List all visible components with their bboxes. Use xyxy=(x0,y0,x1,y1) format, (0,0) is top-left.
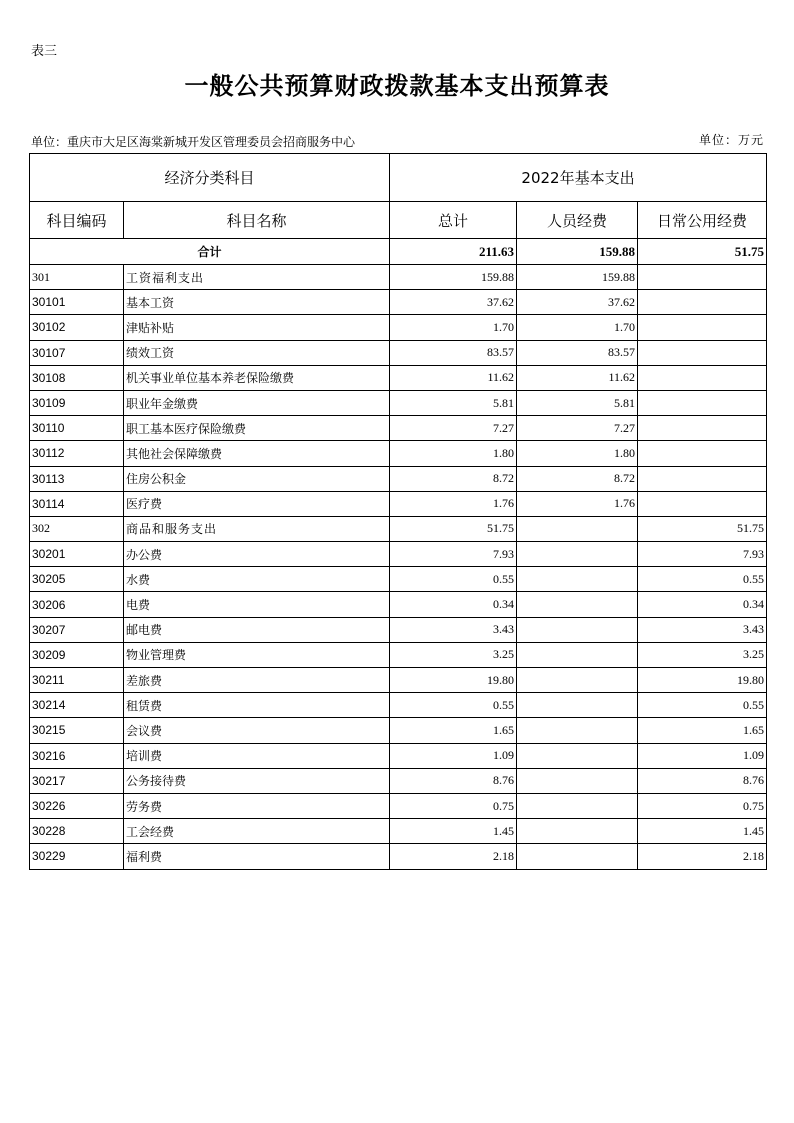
document-title: 一般公共预算财政拨款基本支出预算表 xyxy=(184,71,610,100)
row-name: 职工基本医疗保险缴费 xyxy=(124,416,390,441)
row-public xyxy=(638,441,767,466)
row-code: 30114 xyxy=(30,491,124,516)
total-amount: 211.63 xyxy=(390,239,517,265)
row-code: 30217 xyxy=(30,768,124,793)
row-total: 83.57 xyxy=(390,340,517,365)
row-personnel xyxy=(517,617,638,642)
currency-unit: 单位：万元 xyxy=(698,133,764,147)
row-total: 159.88 xyxy=(390,265,517,290)
table-row xyxy=(30,793,767,818)
row-total: 11.62 xyxy=(390,365,517,390)
row-personnel xyxy=(517,668,638,693)
row-total: 1.70 xyxy=(390,315,517,340)
table-row xyxy=(30,390,767,415)
row-public: 1.65 xyxy=(638,718,767,743)
column-header-public: 日常公用经费 xyxy=(638,202,767,239)
row-total: 0.55 xyxy=(390,567,517,592)
row-name: 差旅费 xyxy=(124,668,390,693)
table-row xyxy=(30,542,767,567)
row-personnel xyxy=(517,567,638,592)
row-total: 0.55 xyxy=(390,693,517,718)
row-code: 30228 xyxy=(30,819,124,844)
row-total: 7.93 xyxy=(390,542,517,567)
row-code: 30107 xyxy=(30,340,124,365)
row-total: 0.34 xyxy=(390,592,517,617)
row-name: 职业年金缴费 xyxy=(124,390,390,415)
row-personnel: 5.81 xyxy=(517,390,638,415)
row-public: 1.09 xyxy=(638,743,767,768)
row-personnel xyxy=(517,592,638,617)
category-row xyxy=(30,265,767,290)
row-code: 30109 xyxy=(30,390,124,415)
table-row xyxy=(30,642,767,667)
header-row-group xyxy=(30,154,767,202)
row-code: 30206 xyxy=(30,592,124,617)
row-code: 30214 xyxy=(30,693,124,718)
row-code: 302 xyxy=(30,516,124,541)
row-name: 水费 xyxy=(124,567,390,592)
row-public xyxy=(638,315,767,340)
row-total: 19.80 xyxy=(390,668,517,693)
row-name: 会议费 xyxy=(124,718,390,743)
table-row xyxy=(30,290,767,315)
row-personnel: 1.70 xyxy=(517,315,638,340)
row-total: 1.45 xyxy=(390,819,517,844)
row-code: 30216 xyxy=(30,743,124,768)
row-name: 工资福利支出 xyxy=(124,265,390,290)
row-public: 3.43 xyxy=(638,617,767,642)
row-name: 商品和服务支出 xyxy=(124,516,390,541)
row-code: 30112 xyxy=(30,441,124,466)
row-name: 住房公积金 xyxy=(124,466,390,491)
row-public: 51.75 xyxy=(638,516,767,541)
row-total: 1.09 xyxy=(390,743,517,768)
row-name: 公务接待费 xyxy=(124,768,390,793)
row-code: 30102 xyxy=(30,315,124,340)
row-name: 租赁费 xyxy=(124,693,390,718)
row-public: 0.55 xyxy=(638,567,767,592)
row-total: 8.76 xyxy=(390,768,517,793)
table-row xyxy=(30,416,767,441)
column-header-personnel: 人员经费 xyxy=(517,202,638,239)
row-public xyxy=(638,416,767,441)
table-row xyxy=(30,441,767,466)
row-code: 30226 xyxy=(30,793,124,818)
table-row xyxy=(30,668,767,693)
row-personnel: 159.88 xyxy=(517,265,638,290)
row-personnel xyxy=(517,743,638,768)
row-public xyxy=(638,290,767,315)
row-public xyxy=(638,265,767,290)
row-total: 1.80 xyxy=(390,441,517,466)
row-public: 0.75 xyxy=(638,793,767,818)
row-code: 30113 xyxy=(30,466,124,491)
row-total: 2.18 xyxy=(390,844,517,869)
row-personnel xyxy=(517,718,638,743)
row-public: 8.76 xyxy=(638,768,767,793)
row-code: 30110 xyxy=(30,416,124,441)
row-public xyxy=(638,390,767,415)
header-row-columns xyxy=(30,202,767,239)
row-personnel xyxy=(517,542,638,567)
row-name: 机关事业单位基本养老保险缴费 xyxy=(124,365,390,390)
table-row xyxy=(30,844,767,869)
category-row xyxy=(30,516,767,541)
total-label: 合计 xyxy=(30,239,390,265)
row-code: 30215 xyxy=(30,718,124,743)
table-row xyxy=(30,567,767,592)
row-code: 30205 xyxy=(30,567,124,592)
table-row xyxy=(30,315,767,340)
column-group-economic-classification: 经济分类科目 xyxy=(30,154,390,202)
total-row xyxy=(30,239,767,265)
row-code: 30201 xyxy=(30,542,124,567)
row-personnel: 83.57 xyxy=(517,340,638,365)
row-public xyxy=(638,340,767,365)
table-row xyxy=(30,466,767,491)
row-code: 30211 xyxy=(30,668,124,693)
row-name: 工会经费 xyxy=(124,819,390,844)
row-public: 3.25 xyxy=(638,642,767,667)
row-public: 0.55 xyxy=(638,693,767,718)
table-row xyxy=(30,693,767,718)
row-personnel: 1.76 xyxy=(517,491,638,516)
table-row xyxy=(30,365,767,390)
table-row xyxy=(30,768,767,793)
row-total: 37.62 xyxy=(390,290,517,315)
row-name: 电费 xyxy=(124,592,390,617)
row-public: 0.34 xyxy=(638,592,767,617)
row-name: 邮电费 xyxy=(124,617,390,642)
row-name: 基本工资 xyxy=(124,290,390,315)
table-row xyxy=(30,592,767,617)
organization-unit: 单位：重庆市大足区海棠新城开发区管理委员会招商服务中心 xyxy=(31,135,356,149)
row-personnel xyxy=(517,819,638,844)
row-total: 0.75 xyxy=(390,793,517,818)
row-personnel: 11.62 xyxy=(517,365,638,390)
row-total: 1.76 xyxy=(390,491,517,516)
row-code: 30108 xyxy=(30,365,124,390)
row-personnel xyxy=(517,793,638,818)
row-code: 30229 xyxy=(30,844,124,869)
row-name: 津贴补贴 xyxy=(124,315,390,340)
row-code: 301 xyxy=(30,265,124,290)
column-group-basic-expenditure: 2022年基本支出 xyxy=(390,154,767,202)
column-header-name: 科目名称 xyxy=(124,202,390,239)
row-name: 劳务费 xyxy=(124,793,390,818)
row-personnel: 37.62 xyxy=(517,290,638,315)
row-personnel xyxy=(517,516,638,541)
row-public: 7.93 xyxy=(638,542,767,567)
row-personnel: 1.80 xyxy=(517,441,638,466)
row-personnel xyxy=(517,642,638,667)
row-name: 培训费 xyxy=(124,743,390,768)
row-total: 5.81 xyxy=(390,390,517,415)
row-name: 办公费 xyxy=(124,542,390,567)
row-code: 30207 xyxy=(30,617,124,642)
column-header-total: 总计 xyxy=(390,202,517,239)
row-code: 30209 xyxy=(30,642,124,667)
table-row xyxy=(30,617,767,642)
total-public: 51.75 xyxy=(638,239,767,265)
row-total: 3.25 xyxy=(390,642,517,667)
row-total: 8.72 xyxy=(390,466,517,491)
row-personnel xyxy=(517,844,638,869)
row-personnel: 7.27 xyxy=(517,416,638,441)
row-personnel: 8.72 xyxy=(517,466,638,491)
table-number: 表三 xyxy=(31,44,58,59)
row-total: 7.27 xyxy=(390,416,517,441)
row-name: 绩效工资 xyxy=(124,340,390,365)
row-name: 医疗费 xyxy=(124,491,390,516)
row-total: 1.65 xyxy=(390,718,517,743)
row-code: 30101 xyxy=(30,290,124,315)
column-header-code: 科目编码 xyxy=(30,202,124,239)
table-row xyxy=(30,340,767,365)
row-public: 1.45 xyxy=(638,819,767,844)
row-personnel xyxy=(517,768,638,793)
row-public: 19.80 xyxy=(638,668,767,693)
table-row xyxy=(30,743,767,768)
row-name: 物业管理费 xyxy=(124,642,390,667)
row-total: 3.43 xyxy=(390,617,517,642)
row-public xyxy=(638,491,767,516)
row-name: 其他社会保障缴费 xyxy=(124,441,390,466)
row-public: 2.18 xyxy=(638,844,767,869)
row-name: 福利费 xyxy=(124,844,390,869)
table-row xyxy=(30,718,767,743)
budget-table xyxy=(29,153,767,870)
row-personnel xyxy=(517,693,638,718)
row-total: 51.75 xyxy=(390,516,517,541)
total-personnel: 159.88 xyxy=(517,239,638,265)
row-public xyxy=(638,466,767,491)
row-public xyxy=(638,365,767,390)
table-row xyxy=(30,491,767,516)
table-row xyxy=(30,819,767,844)
